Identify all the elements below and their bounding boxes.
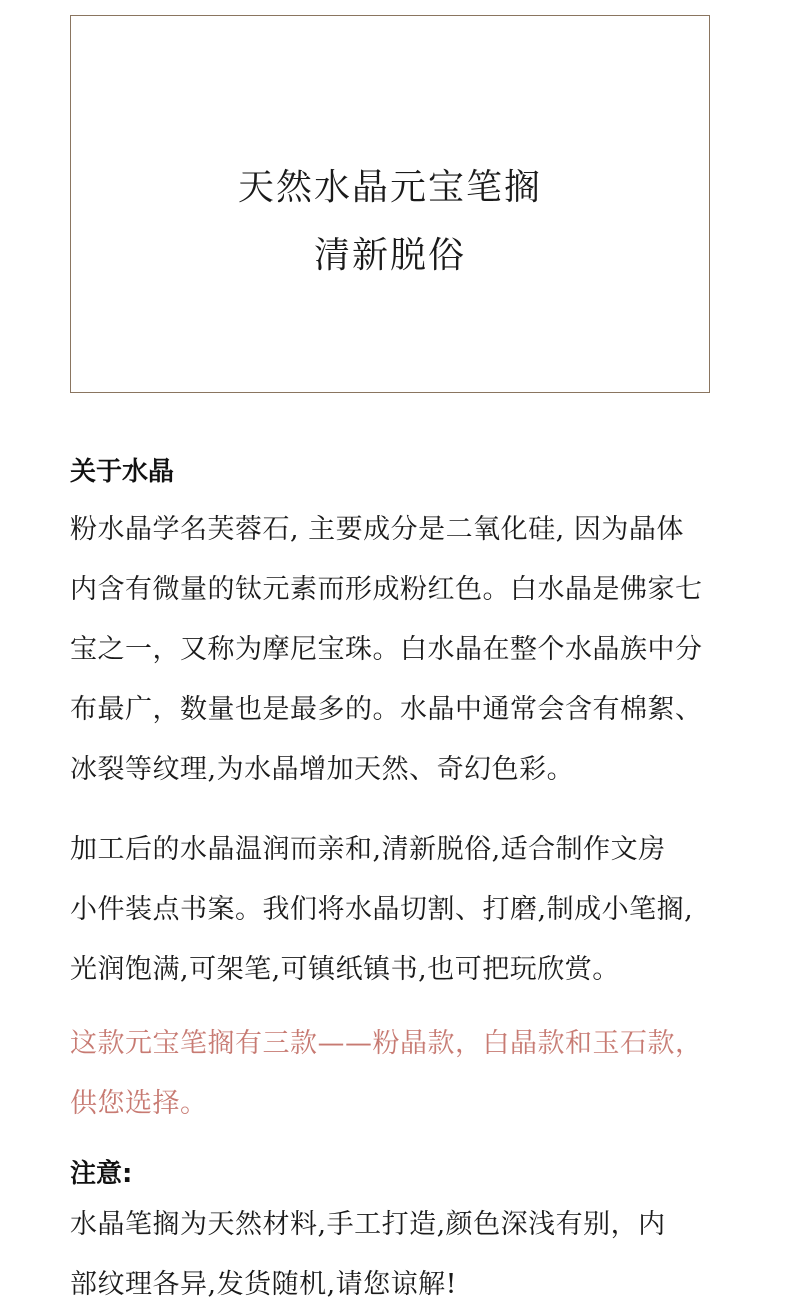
text-line: 加工后的水晶温润而亲和,清新脱俗,适合制作文房 [70,834,666,865]
text-line: 粉水晶学名芙蓉石, 主要成分是二氧化硅, 因为晶体 [70,514,684,545]
text-line: 光润饱满,可架笔,可镇纸镇书,也可把玩欣赏。 [70,954,620,985]
variants-note [70,1014,730,1134]
about-paragraph-1 [70,500,730,800]
text-line: 部纹理各异,发货随机,请您谅解! [70,1269,458,1300]
product-subtitle: 清新脱俗 [313,235,466,276]
highlight-line: 这款元宝笔搁有三款——粉晶款，白晶款和玉石款， [70,1028,703,1059]
about-heading: 关于水晶 [70,457,175,487]
notice-paragraph [70,1195,730,1315]
text-line: 小件装点书案。我们将水晶切割、打磨,制成小笔搁, [70,894,694,925]
text-line: 内含有微量的钛元素而形成粉红色。白水晶是佛家七 [70,574,703,605]
highlight-line: 供您选择。 [70,1088,208,1119]
text-line: 冰裂等纹理,为水晶增加天然、奇幻色彩。 [70,754,575,785]
product-title: 天然水晶元宝笔搁 [237,167,542,208]
about-paragraph-2 [70,820,730,1000]
text-line: 水晶笔搁为天然材料,手工打造,颜色深浅有别，内 [70,1209,666,1240]
notice-heading: 注意: [70,1159,133,1189]
text-line: 布最广，数量也是最多的。水晶中通常会含有棉絮、 [70,694,703,725]
title-box [70,15,710,393]
text-line: 宝之一，又称为摩尼宝珠。白水晶在整个水晶族中分 [70,634,703,665]
